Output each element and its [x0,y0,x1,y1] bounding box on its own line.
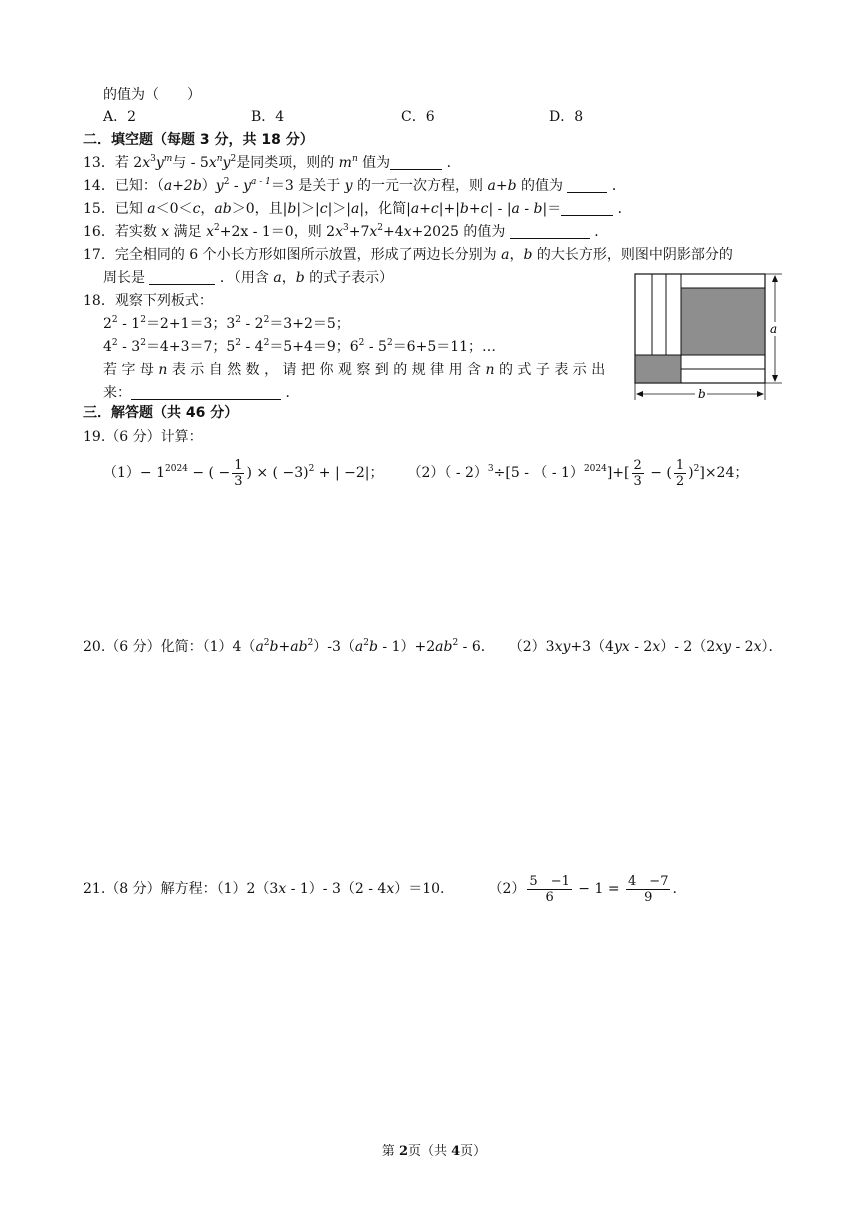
answer-blank[interactable] [149,270,215,285]
answer-blank[interactable] [561,201,613,216]
fraction: $\frac{1}{3}$ [234,457,243,489]
question-13: 13．若 $2x^3y^m$与 - $5x^ny^2$是同类项，则的 $m^n$ 值为 ． [83,154,461,171]
question-17-line2: 周长是 ．（用含 a，b 的式子表示） [103,270,394,286]
option-c: C．6 [401,109,435,125]
q18-row3: 若 字 母 n 表 示 自 然 数 ， 请 把 你 观 察 到 的 规 律 用 含 n 的 式 子 表 示 出 [103,362,606,378]
q18-row1: $2^2 - 1^2=2+1=3$；$3^2 - 2^2=3+2=5$； [103,315,350,332]
question-19-expressions: $(1)- 1^{2024}$ − ( − $\frac{1}{3}$ ) × ( −3)$^2$ + | −2|； （2）（ - 2）$^3$÷[5 - （ - 1）$^{2024}$]+[ $\frac{2}{3}$ − ( $\frac{1}{2}$ )$^2$]×24； [103,457,749,489]
question-15: 15．已知 a＜0＜c，ab＞0，且|b|＞|c|＞|a|，化简|a+c|+|b+c| - |a - b|＝ ． [83,201,632,217]
question-20: 20.（6 分）化简：$(1)4(a^2b+ab^2)-3(a^2b - 1)+2ab^2 - 6$． （2）3xy+3（4yx - 2x）- 2（2xy - 2x）． [83,638,783,655]
question-17: 17．完全相同的 6 个小长方形如图所示放置，形成了两边长分别为 a，b 的大长方形，则图中阴影部分的 [83,247,733,263]
answer-blank[interactable] [390,155,442,170]
fraction: $\frac{1}{2}$ [675,457,685,489]
question-18: 18．观察下列板式： [83,293,213,309]
fraction: $\frac{5 -1}{6}$ [529,873,570,905]
section-heading-fill: 二．填空题（每题 3 分，共 18 分） [83,132,314,148]
fraction: $\frac{4 -7}{9}$ [628,873,669,905]
option-b: B．4 [251,109,285,125]
q18-row2: $4^2 - 3^2=4+3=7$；$5^2 - 4^2=5+4=9$；$6^2 - 5^2=6+5=11$；… [103,338,497,355]
q18-row4: 来： ． [103,385,300,401]
answer-blank[interactable] [567,178,607,193]
question-16: 16．若实数 x 满足 $x^2+2x - 1=0$，则 $2x^3+7x^2+4x+2025$ 的值为 ． [83,223,609,240]
fraction: $\frac{2}{3}$ [633,457,642,489]
label-b: b [698,387,706,401]
section-heading-solve: 三．解答题（共 46 分） [83,405,239,421]
question-19: 19.（6 分）计算： [83,429,203,445]
question-21: 21.（8 分）解方程：（1）2（3x - 1）- 3（2 - 4x）＝10. （2） $\frac{5 -1}{6}$ − 1 = $\frac{4 -7}{9}$ . [83,873,677,905]
answer-blank[interactable] [131,385,281,400]
answer-blank[interactable] [510,224,590,239]
option-a: A．2 [103,109,137,125]
rectangle-figure [632,270,788,412]
rectangle-figure-svg [632,270,788,408]
label-a: a [770,322,778,336]
question-14: 14．已知：$(a+2b)y^2 - y^{a - 1}=3$ 是关于 y 的一元一次方程，则 a+b 的值为 ． [83,177,626,194]
q12-options [103,108,723,126]
q12-tail: 的值为（ ） [103,87,201,103]
option-d: D．8 [549,109,584,125]
page-footer: 第 2页（共 4页） [381,1144,487,1159]
